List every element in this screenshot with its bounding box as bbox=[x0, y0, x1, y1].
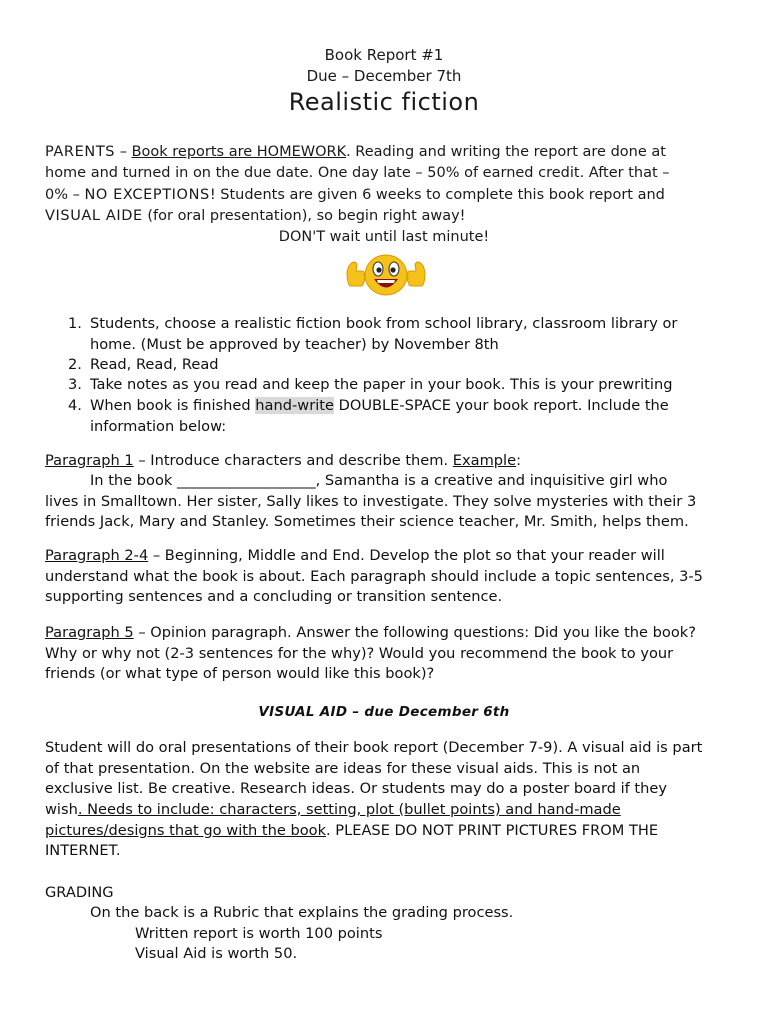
step-number: 2. bbox=[68, 356, 82, 373]
text-part: wish bbox=[45, 801, 78, 818]
visual-aid-heading: VISUAL AID – due December 6th bbox=[258, 704, 510, 720]
paragraph-1-line bbox=[45, 451, 521, 472]
visual-aide-text: VISUAL AIDE bbox=[45, 208, 143, 224]
grading-text: On the back is a Rubric that explains the grading process. bbox=[90, 904, 514, 921]
step-number: 3. bbox=[68, 376, 82, 393]
grading-title: GRADING bbox=[45, 884, 114, 901]
visual-aid-text bbox=[45, 821, 658, 842]
paragraph-text: Why or why not (2-3 sentences for the why)? Would you recommend the book to your bbox=[45, 645, 674, 662]
note-text: ! Students are given 6 weeks to complete this book report and bbox=[209, 187, 665, 203]
parents-note-line bbox=[45, 206, 735, 227]
paragraph-text: – Introduce characters and describe them. bbox=[133, 452, 453, 469]
paragraph-text: supporting sentences and a concluding or transition sentence. bbox=[45, 588, 503, 605]
grading-text: Written report is worth 100 points bbox=[135, 925, 383, 942]
visual-aid-text: of that presentation. On the website are ideas for these visual aids. This is not an bbox=[45, 760, 641, 777]
paragraph-text: understand what the book is about. Each paragraph should include a topic sentences, 3-5 bbox=[45, 568, 703, 585]
visual-aid-text: INTERNET. bbox=[45, 842, 121, 859]
parents-label: PARENTS bbox=[45, 144, 116, 160]
example-label: Example bbox=[452, 452, 517, 469]
paragraph-1-label: Paragraph 1 bbox=[45, 452, 134, 469]
note-text: (for oral presentation), so begin right away! bbox=[142, 208, 466, 224]
paragraph-text: friends Jack, Mary and Stanley. Sometimes their science teacher, Mr. Smith, helps them. bbox=[45, 513, 689, 530]
step-text: Students, choose a realistic fiction book from school library, classroom library or bbox=[90, 315, 678, 332]
step-text: information below: bbox=[90, 418, 227, 435]
step-text bbox=[90, 396, 669, 417]
paragraph-text: – Beginning, Middle and End. Develop the plot so that your reader will bbox=[148, 547, 665, 564]
note-text: . Reading and writing the report are done at bbox=[346, 144, 666, 160]
visual-aid-text: Student will do oral presentations of their book report (December 7-9). A visual aid is part bbox=[45, 739, 703, 756]
visual-aid-text bbox=[45, 800, 621, 821]
grading-text: Visual Aid is worth 50. bbox=[135, 945, 298, 962]
step-text: home. (Must be approved by teacher) by November 8th bbox=[90, 336, 499, 353]
dash: – bbox=[115, 144, 132, 160]
note-text: 0% – bbox=[45, 187, 85, 203]
parents-note-line bbox=[45, 185, 735, 206]
page-title: Realistic fiction bbox=[288, 88, 480, 116]
due-date: Due – December 7th bbox=[306, 67, 462, 85]
paragraph-2-4-label: Paragraph 2-4 bbox=[45, 547, 149, 564]
paragraph-text: – Opinion paragraph. Answer the following questions: Did you like the book? bbox=[133, 624, 696, 641]
visual-aid-text: exclusive list. Be creative. Research ideas. Or students may do a poster board if they bbox=[45, 780, 668, 797]
homework-emphasis: Book reports are HOMEWORK bbox=[131, 144, 347, 160]
parents-note-line bbox=[45, 142, 735, 163]
hand-write-highlight: hand-write bbox=[255, 397, 334, 414]
paragraph-text: lives in Smalltown. Her sister, Sally likes to investigate. They solve mysteries with their 3 bbox=[45, 493, 697, 510]
paragraph-text: friends (or what type of person would like this book)? bbox=[45, 665, 435, 682]
parents-note-line: home and turned in on the due date. One day late – 50% of earned credit. After that – bbox=[45, 165, 670, 181]
thumbs-up-emoji-icon bbox=[341, 250, 431, 298]
step-number: 4. bbox=[68, 397, 82, 414]
needs-to-include-text: . Needs to include: characters, setting, plot (bullet points) and hand-made bbox=[77, 801, 621, 818]
step-text-part: DOUBLE-SPACE your book report. Include the bbox=[333, 397, 669, 414]
step-text-part: When book is finished bbox=[90, 397, 256, 414]
paragraph-5-line bbox=[45, 623, 696, 644]
report-number: Book Report #1 bbox=[324, 46, 444, 64]
step-text: Read, Read, Read bbox=[90, 356, 219, 373]
paragraph-text: In the book ___________________, Samantha is a creative and inquisitive girl who bbox=[90, 472, 668, 489]
dont-wait-reminder: DON'T wait until last minute! bbox=[278, 229, 490, 245]
no-exceptions-text: NO EXCEPTIONS bbox=[84, 187, 210, 203]
colon: : bbox=[516, 452, 522, 469]
paragraph-5-label: Paragraph 5 bbox=[45, 624, 134, 641]
step-number: 1. bbox=[68, 315, 82, 332]
paragraph-2-4-line bbox=[45, 546, 665, 567]
step-text: Take notes as you read and keep the paper in your book. This is your prewriting bbox=[90, 376, 673, 393]
text-part: . PLEASE DO NOT PRINT PICTURES FROM THE bbox=[326, 822, 659, 839]
needs-to-include-text: pictures/designs that go with the book bbox=[45, 822, 327, 839]
